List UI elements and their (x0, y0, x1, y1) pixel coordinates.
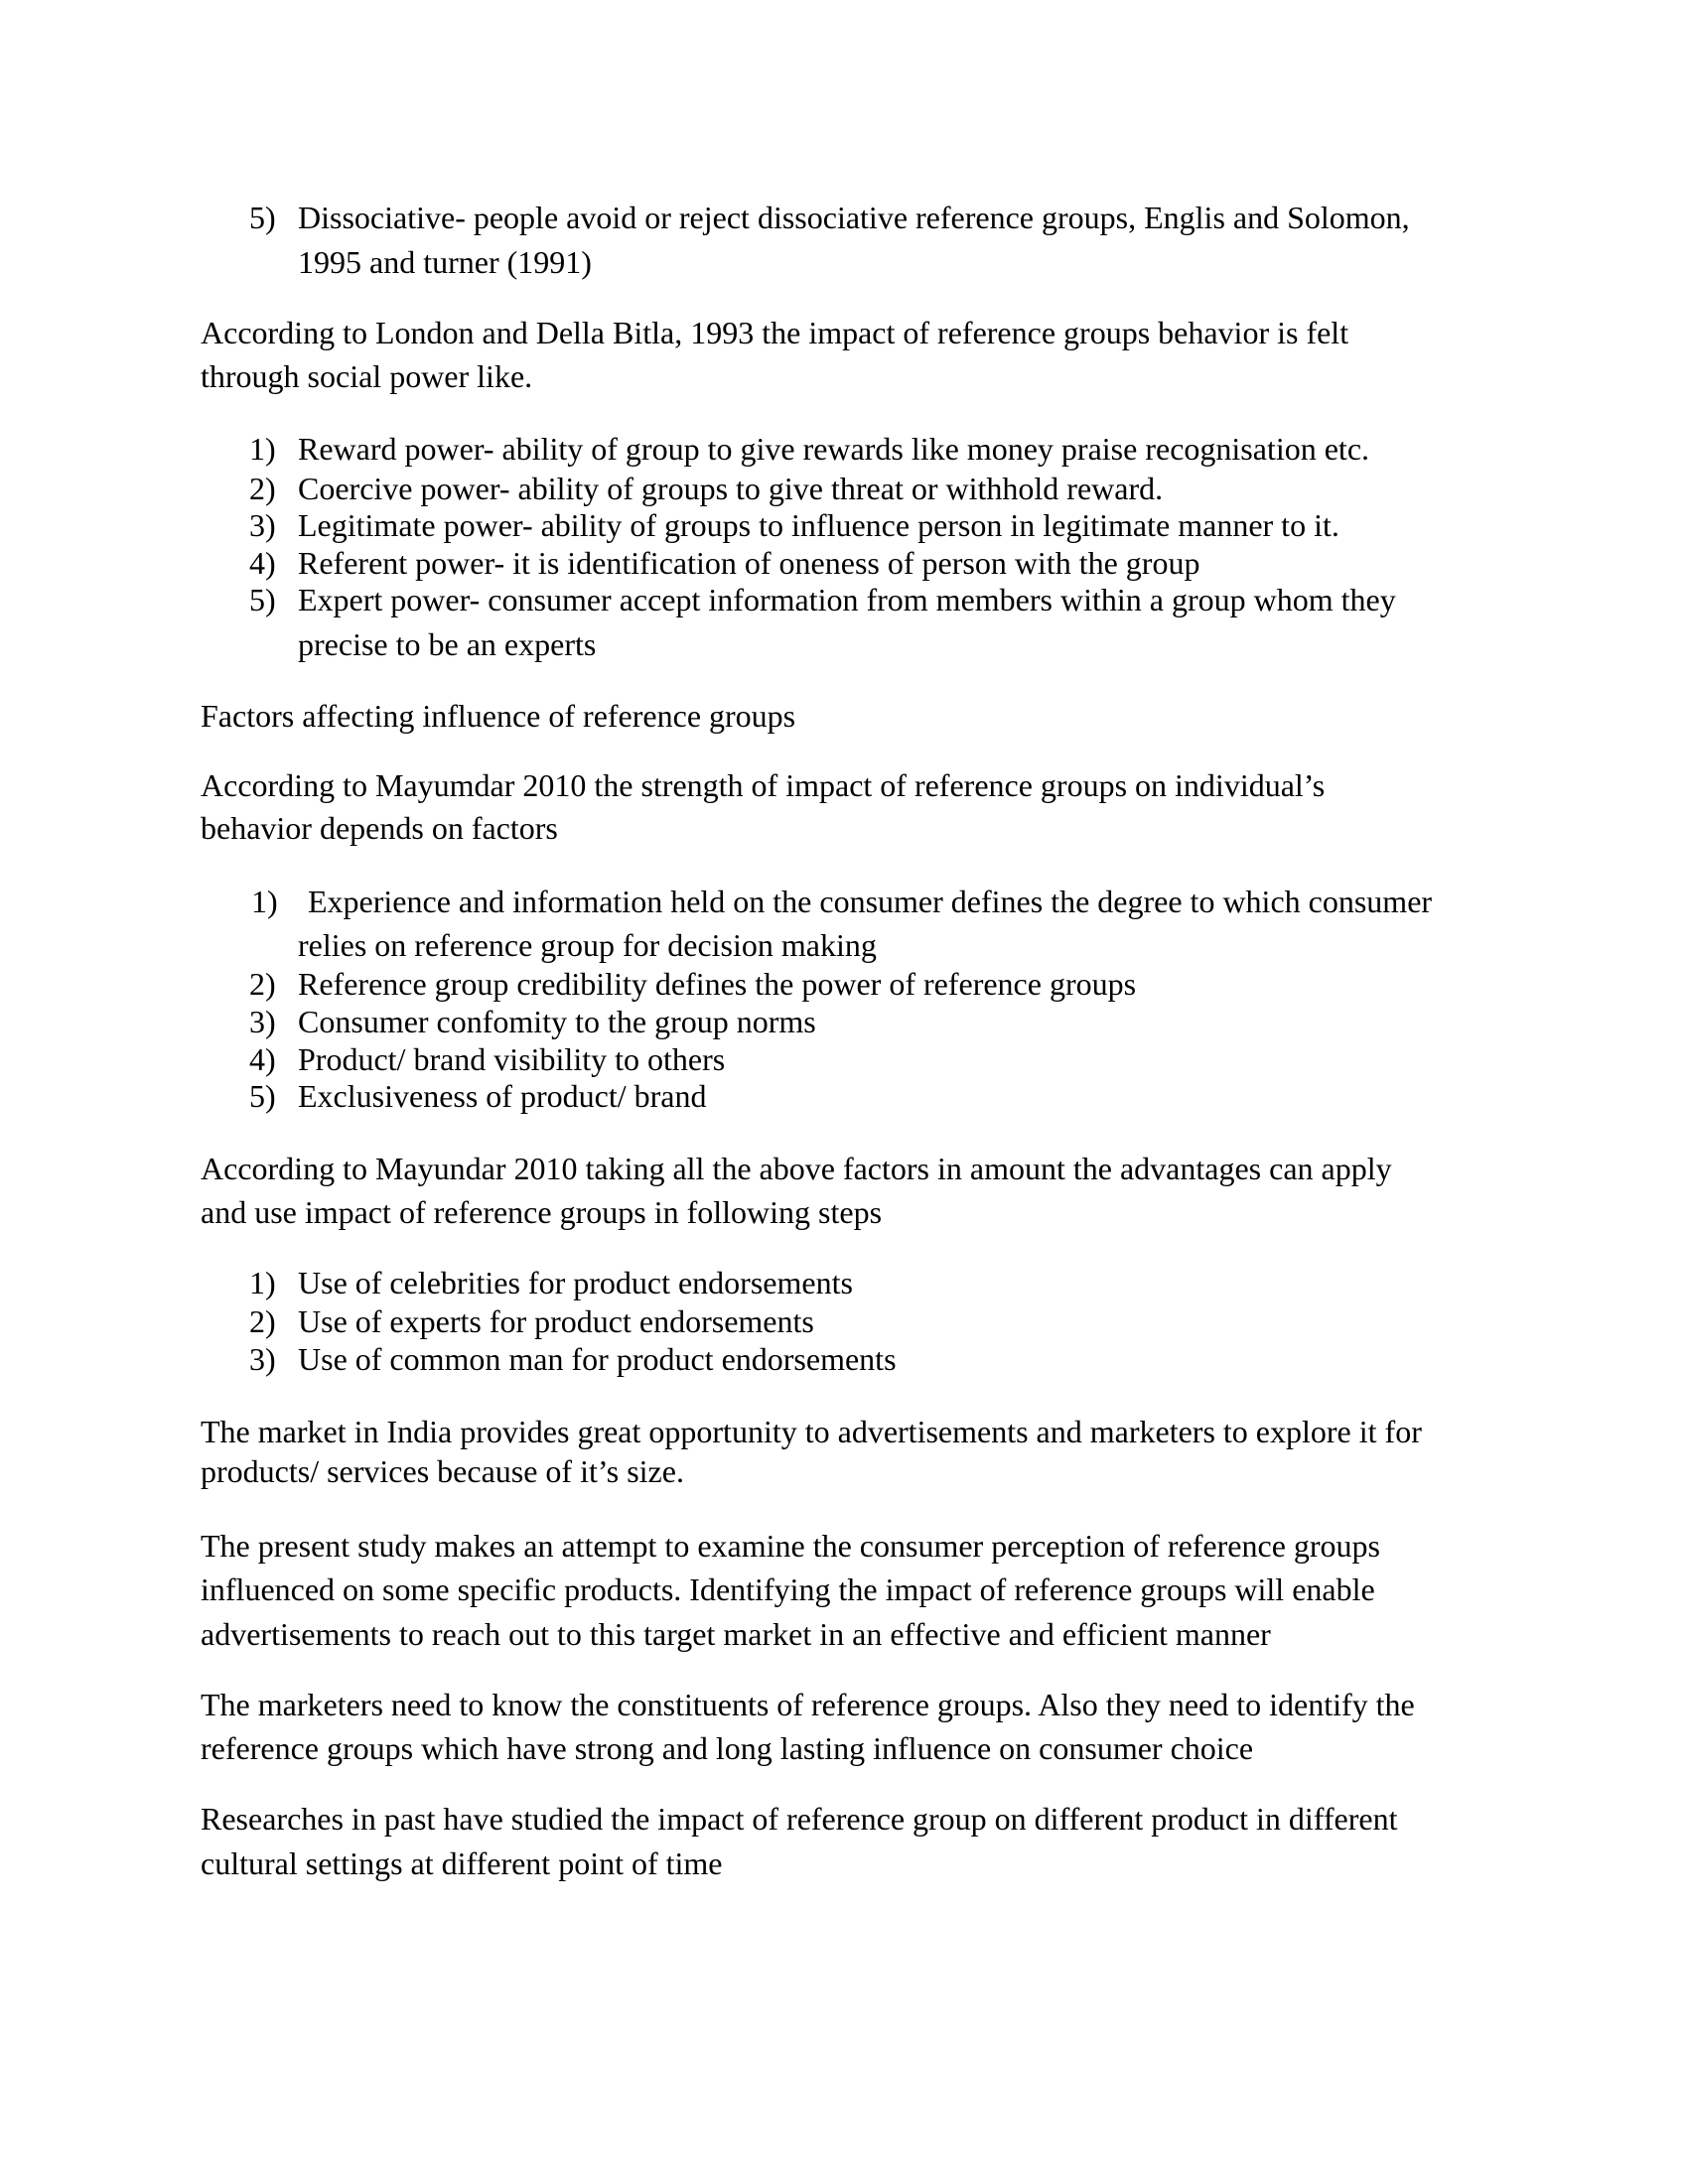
paragraph-line: According to London and Della Bitla, 1993 the impact of reference groups behavior is felt (201, 315, 1349, 350)
paragraph-line: through social power like. (201, 358, 533, 394)
list-item-text: Expert power- consumer accept information from members within a group whom they (298, 582, 1396, 617)
list-item-text: precise to be an experts (298, 626, 597, 662)
list-number: 2) (249, 471, 276, 506)
list-item-text: relies on reference group for decision making (298, 927, 877, 963)
list-item-text: Coercive power- ability of groups to give threat or withhold reward. (298, 471, 1164, 506)
list-number: 2) (249, 966, 276, 1002)
paragraph-line: Researches in past have studied the impact of reference group on different product in different (201, 1801, 1398, 1837)
paragraph-line: behavior depends on factors (201, 810, 558, 846)
section-heading: Factors affecting influence of reference groups (201, 698, 796, 734)
list-item-text: Dissociative- people avoid or reject dissociative reference groups, Englis and Solomon, (298, 200, 1410, 235)
list-number: 3) (249, 507, 276, 543)
list-item-text: Use of celebrities for product endorsements (298, 1265, 853, 1300)
list-item-text: Reference group credibility defines the power of reference groups (298, 966, 1137, 1002)
list-item-text: Use of experts for product endorsements (298, 1303, 814, 1339)
list-number: 3) (249, 1004, 276, 1039)
list-number: 1) (249, 1265, 276, 1300)
paragraph-line: reference groups which have strong and long lasting influence on consumer choice (201, 1730, 1254, 1766)
paragraph-line: The market in India provides great opportunity to advertisements and marketers to explore it for (201, 1414, 1422, 1449)
list-item-text: Referent power- it is identification of oneness of person with the group (298, 545, 1200, 581)
list-number: 5) (249, 200, 276, 235)
paragraph-line: influenced on some specific products. Identifying the impact of reference groups will enable (201, 1571, 1375, 1607)
paragraph-line: cultural settings at different point of time (201, 1845, 723, 1881)
paragraph-line: The present study makes an attempt to examine the consumer perception of reference groups (201, 1528, 1380, 1564)
list-item-text: 1995 and turner (1991) (298, 244, 592, 280)
list-number: 5) (249, 582, 276, 617)
list-number: 2) (249, 1303, 276, 1339)
list-item-text: Experience and information held on the consumer defines the degree to which consumer (300, 884, 1433, 919)
list-number: 3) (249, 1341, 276, 1377)
list-item-text: Legitimate power- ability of groups to influence person in legitimate manner to it. (298, 507, 1339, 543)
list-item-text: Reward power- ability of group to give rewards like money praise recognisation etc. (298, 431, 1370, 467)
list-number: 1) (251, 884, 278, 919)
paragraph-line: According to Mayundar 2010 taking all the above factors in amount the advantages can apply (201, 1151, 1392, 1186)
list-number: 4) (249, 1041, 276, 1077)
list-number: 1) (249, 431, 276, 467)
list-item-text: Use of common man for product endorsements (298, 1341, 897, 1377)
list-item-text: Exclusiveness of product/ brand (298, 1078, 707, 1114)
list-number: 5) (249, 1078, 276, 1114)
paragraph-line: advertisements to reach out to this target market in an effective and efficient manner (201, 1616, 1271, 1652)
list-item-text: Consumer confomity to the group norms (298, 1004, 816, 1039)
paragraph-line: The marketers need to know the constituents of reference groups. Also they need to identify the (201, 1687, 1415, 1722)
paragraph-line: products/ services because of it’s size. (201, 1453, 684, 1489)
paragraph-line: According to Mayumdar 2010 the strength of impact of reference groups on individual’s (201, 767, 1326, 803)
list-item-text: Product/ brand visibility to others (298, 1041, 726, 1077)
list-number: 4) (249, 545, 276, 581)
paragraph-line: and use impact of reference groups in following steps (201, 1194, 883, 1230)
